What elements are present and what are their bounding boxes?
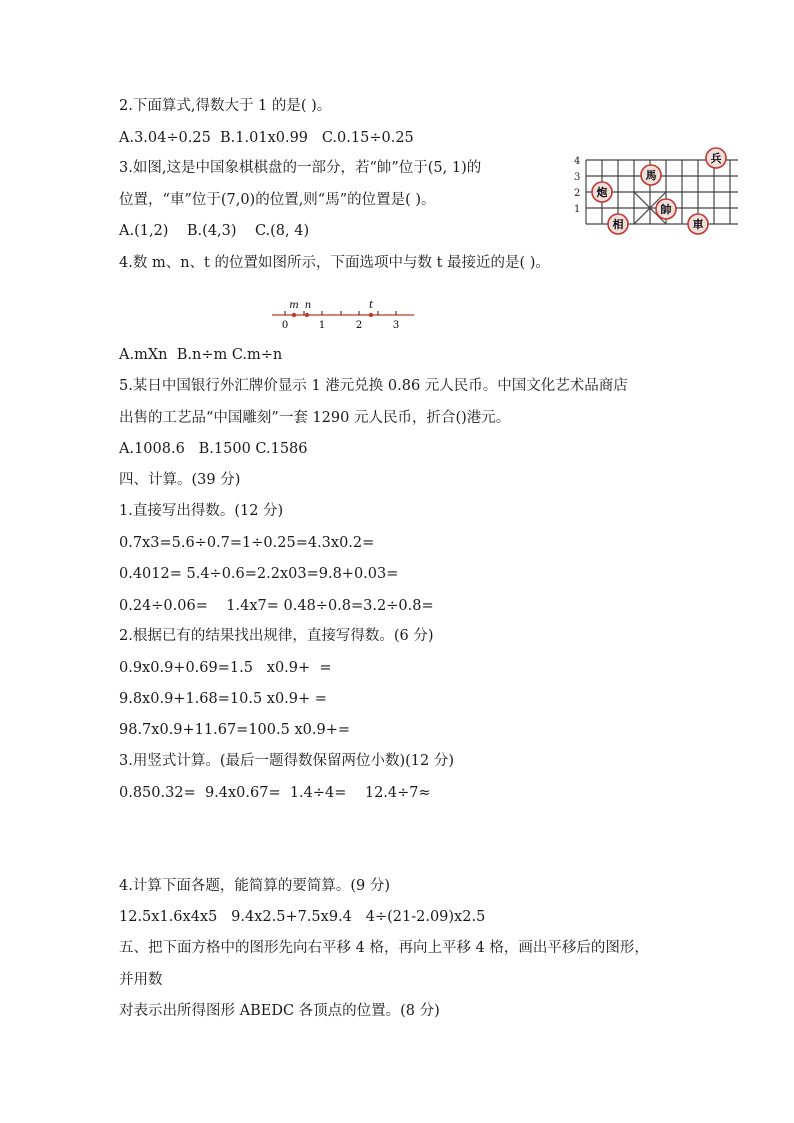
calc2-row3: 98.7x0.9+11.67=100.5 x0.9+=: [119, 722, 350, 738]
tick-label-1: 1: [318, 320, 326, 331]
row-label-2: 2: [574, 188, 581, 199]
section5-line2: 并用数: [119, 972, 163, 988]
q5-title-1: 5.某日中国银行外汇牌价显示 1 港元兑换 0.86 元人民币。中国文化艺术品商店: [119, 378, 628, 394]
point-n: [305, 313, 309, 317]
section5-line3: 对表示出所得图形 ABEDC 各顶点的位置。(8 分): [119, 1003, 440, 1019]
chess-piece-ma-label: 馬: [645, 169, 657, 182]
q5-options: A.1008.6 B.1500 C.1586: [119, 441, 308, 457]
tick-label-3: 3: [392, 320, 400, 331]
chess-piece-ma: [641, 165, 661, 185]
chess-piece-che-label: 車: [692, 218, 704, 231]
tick-label-0: 0: [281, 320, 289, 331]
q2-options: A.3.04÷0.25 B.1.01x0.99 C.0.15÷0.25: [119, 130, 414, 146]
calc4-title: 4.计算下面各题，能简算的要简算。(9 分): [119, 878, 390, 894]
q3-title-2: 位置，“車”位于(7,0)的位置,则“馬”的位置是( )。: [119, 192, 436, 208]
tick-label-2: 2: [355, 320, 363, 331]
calc1-row2: 0.4012= 5.4÷0.6=2.2x03=9.8+0.03=: [119, 566, 399, 582]
q3-title-1: 3.如图,这是中国象棋棋盘的一部分，若“帥”位于(5, 1)的: [119, 160, 482, 176]
point-m: [292, 313, 296, 317]
calc3-row: 0.850.32= 9.4x0.67= 1.4÷4= 12.4÷7≈: [119, 785, 431, 801]
chess-piece-xiang: [608, 214, 628, 234]
point-m-label: m: [289, 300, 299, 311]
calc1-title: 1.直接写出得数。(12 分): [119, 503, 284, 519]
chess-piece-xiang-label: 相: [612, 218, 624, 231]
calc1-row1: 0.7x3=5.6÷0.7=1÷0.25=4.3x0.2=: [119, 535, 375, 551]
chess-piece-bing-label: 兵: [710, 152, 722, 165]
chess-board-figure: [566, 146, 738, 238]
q4-title: 4.数 m、n、t 的位置如图所示，下面选项中与数 t 最接近的是( )。: [119, 255, 550, 271]
point-n-label: n: [304, 300, 312, 311]
calc2-title: 2.根据已有的结果找出规律，直接写得数。(6 分): [119, 628, 434, 644]
row-label-3: 3: [574, 172, 581, 183]
section4-title: 四、计算。(39 分): [119, 472, 241, 488]
calc3-title: 3.用竖式计算。(最后一题得数保留两位小数)(12 分): [119, 753, 455, 769]
calc2-row1: 0.9x0.9+0.69=1.5 x0.9+ =: [119, 660, 332, 676]
q4-options: A.mXn B.n÷m C.m÷n: [119, 347, 283, 363]
point-t: [369, 313, 373, 317]
point-t-label: t: [368, 300, 374, 311]
q5-title-2: 出售的工艺品“中国雕刻”一套 1290 元人民币，折合()港元。: [119, 410, 511, 426]
section5-line1: 五、把下面方格中的图形先向右平移 4 格，再向上平移 4 格，画出平移后的图形，: [119, 940, 649, 956]
row-label-1: 1: [574, 204, 581, 215]
calc1-row3: 0.24÷0.06= 1.4x7= 0.48÷0.8=3.2÷0.8=: [119, 598, 434, 614]
chess-piece-shuai: [656, 199, 676, 219]
chess-piece-shuai-label: 帥: [660, 203, 672, 216]
number-line-figure: [268, 294, 418, 334]
q3-options: A.(1,2) B.(4,3) C.(8, 4): [119, 223, 310, 239]
q2-title: 2.下面算式,得数大于 1 的是( )。: [119, 98, 332, 114]
row-label-4: 4: [574, 156, 581, 167]
chess-piece-che: [688, 214, 708, 234]
calc2-row2: 9.8x0.9+1.68=10.5 x0.9+ =: [119, 691, 327, 707]
row-labels: [574, 156, 580, 215]
chess-piece-bing: [706, 148, 726, 168]
chess-piece-pao-label: 炮: [596, 186, 608, 199]
calc4-row: 12.5x1.6x4x5 9.4x2.5+7.5x9.4 4÷(21-2.09)x2.5: [119, 909, 486, 925]
chess-piece-pao: [592, 182, 612, 202]
